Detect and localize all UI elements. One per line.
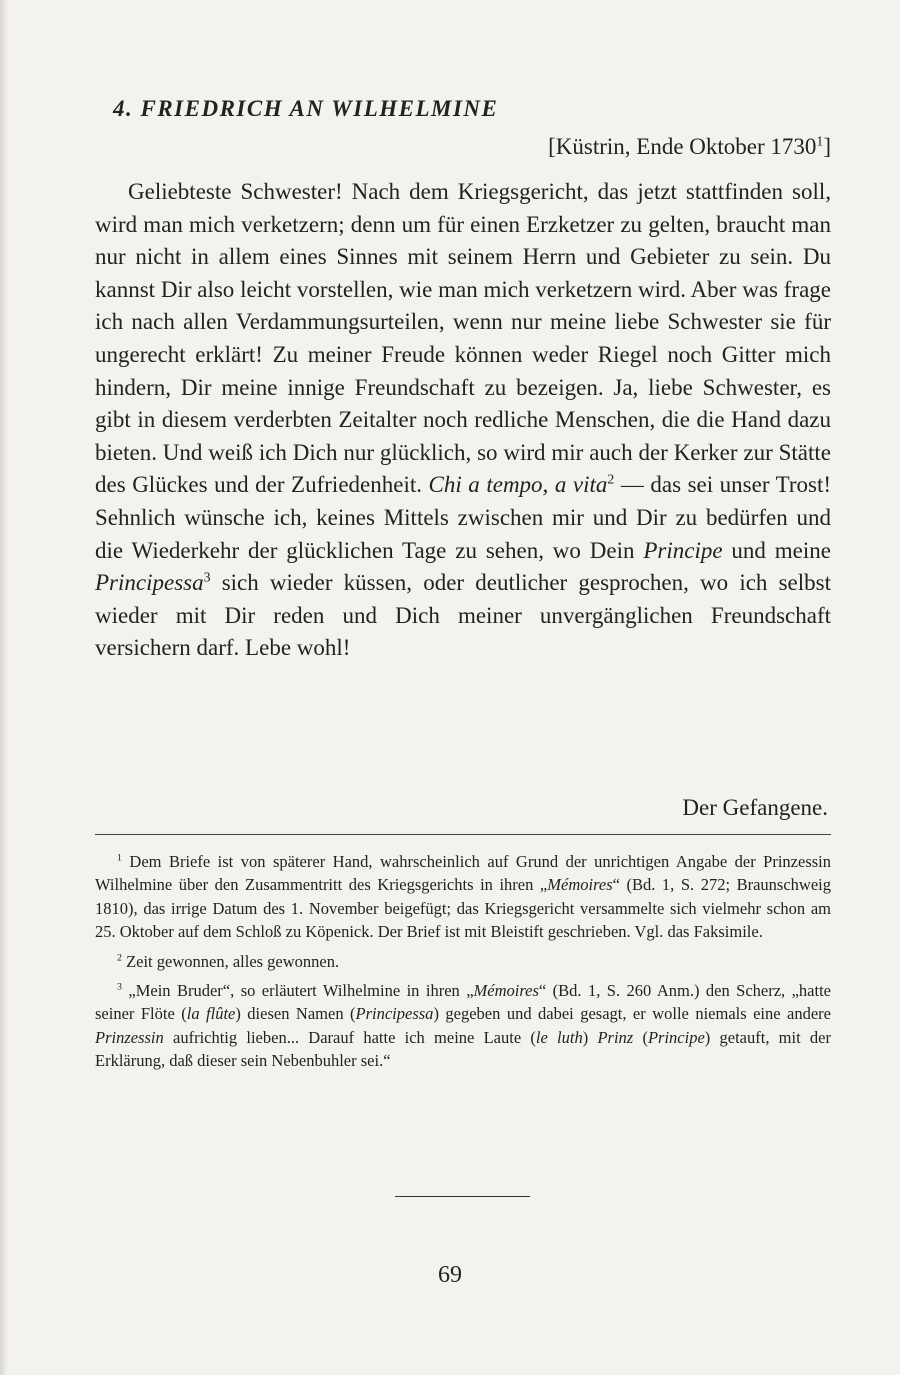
footnote-3-text-a: „Mein Bruder“, so erläutert Wilhelmine in ihren „ (128, 981, 474, 1001)
footnote-2 (95, 950, 831, 973)
footnote-marker-1: 1 (816, 133, 824, 149)
letter-text-part-3: und meine (722, 537, 831, 563)
footnote-3-italic-2: la flûte (186, 1004, 236, 1024)
footnote-3-italic-4: Prinzessin (95, 1027, 164, 1047)
footnote-2-marker: 2 (117, 952, 122, 964)
letter-text-part-2: — das sei unser Trost! Sehnlich wünsche ich, keines Mittels zwischen mir und Dir zu bedürfen und die Wiederkehr der glücklichen Tage zu sehen, wo Dein (95, 472, 831, 563)
footnote-3-text-c: ) diesen Namen ( (235, 1004, 356, 1024)
footnote-3-italic-7: Principe (647, 1027, 705, 1047)
letter-italic-principessa: Principessa (95, 570, 204, 596)
letter-body (95, 176, 831, 665)
footnote-1 (95, 850, 831, 944)
footnotes (95, 850, 831, 1079)
footnote-divider (95, 834, 831, 835)
dateline-text: [Küstrin, Ende Oktober 1730 (548, 134, 817, 159)
dateline-close-bracket: ] (823, 134, 831, 159)
footnote-3-italic-6: Prinz (597, 1027, 634, 1047)
footnote-2-text: Zeit gewonnen, alles gewonnen. (126, 951, 340, 971)
letter-italic-principe: Principe (643, 537, 723, 563)
page-spine-shadow (0, 0, 8, 1375)
footnote-3-text-h: ) getauft, mit der Erklärung, daß dieser sein Nebenbuhler sei.“ (95, 1027, 831, 1071)
footnote-3-italic-3: Principessa (355, 1004, 434, 1024)
footnote-1-text-a: Dem Briefe ist von späterer Hand, wahrscheinlich auf Grund der unrichtigen Angabe der Prinzessin Wilhelmine über den Zusammentritt des Kriegsgerichts in ihren „ (95, 852, 831, 895)
footnote-3-marker: 3 (117, 981, 122, 993)
footnote-marker-2: 2 (607, 471, 615, 487)
footnote-3-italic-5: le luth (535, 1027, 583, 1047)
footnote-3-text-b: “ (Bd. 1, S. 260 Anm.) den Scherz, „hatte seiner Flöte ( (95, 981, 832, 1024)
footnote-1-marker: 1 (117, 852, 122, 864)
footnote-marker-3: 3 (203, 569, 211, 585)
letter-italic-phrase: Chi a tempo, a vita (428, 472, 608, 498)
footnote-3-text-g: ( (633, 1027, 648, 1047)
end-divider (395, 1196, 530, 1197)
page-number: 69 (438, 1262, 462, 1288)
signature: Der Gefangene. (682, 795, 828, 820)
letter-paragraph (95, 176, 831, 665)
footnote-1-text-b: “ (Bd. 1, S. 272; Braunschweig 1810), das irrige Datum des 1. November beigefügt; das Kriegsgericht versammelte sich vielmehr schon am 25. Oktober auf dem Schloß zu Köpenick. Der Brief ist mit Bleistift geschrieben. Vgl. das Faksimile. (95, 875, 832, 942)
letter-heading: 4. FRIEDRICH AN WILHELMINE (113, 96, 499, 121)
letter-text-part-1: Geliebteste Schwester! Nach dem Kriegsgericht, das jetzt stattfinden soll, wird man mich verketzern; denn um für einen Erzketzer zu gelten, braucht man nur nicht in allem eines Sinnes mit seinem Herrn und Gebieter zu sein. Du kannst Dir also leicht vorstellen, wie man mich verketzern wird. Aber was frage ich nach allen Verdammungsurteilen, wenn nur meine liebe Schwester sie für ungerecht erklärt! Zu meiner Freude können weder Riegel noch Gitter mich hindern, Dir meine innige Freundschaft zu bezeigen. Ja, liebe Schwester, es gibt in diesem verderbten Zeitalter noch redliche Menschen, die die Hand dazu bieten. Und weiß ich Dich nur glücklich, so wird mir auch der Kerker zur Stätte des Glückes und der Zufriedenheit. (95, 179, 831, 498)
footnote-3-text-d: ) gegeben und dabei gesagt, er wolle niemals eine andere (433, 1004, 832, 1024)
dateline (548, 134, 831, 160)
footnote-3-text-f: ) (582, 1027, 598, 1047)
footnote-3-text-e: aufrichtig lieben... Darauf hatte ich meine Laute ( (163, 1027, 536, 1047)
footnote-1-italic: Mémoires (547, 875, 613, 895)
footnote-3 (95, 979, 831, 1073)
footnote-3-italic-1: Mémoires (473, 981, 539, 1001)
letter-text-part-4: sich wieder küssen, oder deutlicher gesprochen, wo ich selbst wieder mit Dir reden und Dich meiner unvergänglichen Freundschaft versichern darf. Lebe wohl! (95, 570, 831, 661)
